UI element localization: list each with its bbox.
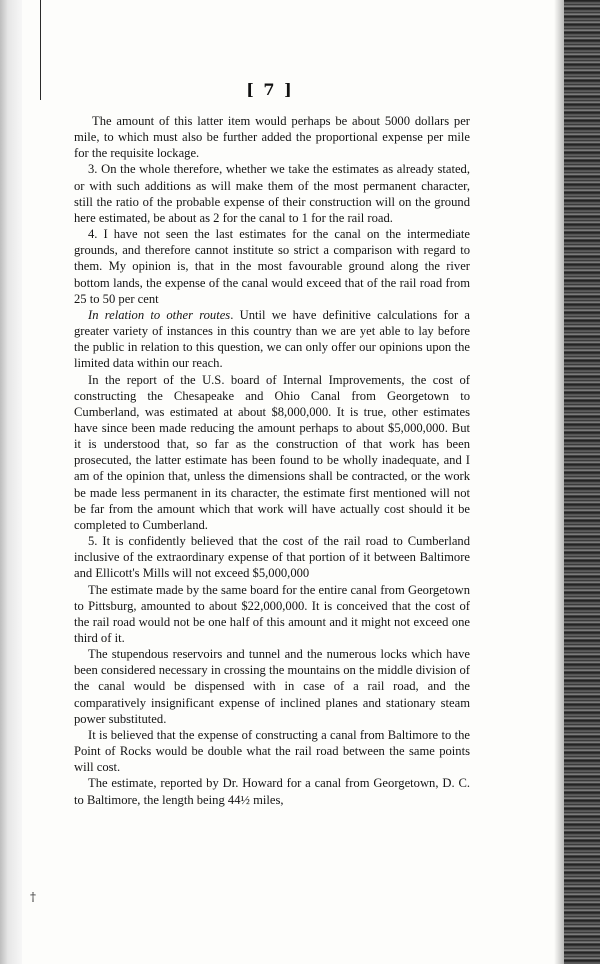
- body-text: [74, 113, 470, 808]
- page-number: [ 7 ]: [246, 80, 294, 99]
- paragraph-3-ratio: 3. On the whole therefore, whether we take the estimates as already stated, or with such additions as will make them of the most permanent character, still the ratio of the probable expense of their construction will on the ground here estimated, be about as 2 for the canal to 1 for the rail road.: [74, 162, 470, 225]
- paragraph-5-cumberland: 5. It is confidently believed that the cost of the rail road to Cumberland inclusive of the extraordinary expense of that portion of it between Baltimore and Ellicott's Mills will not exceed $5,000,000: [74, 534, 470, 581]
- paragraph-other-routes-text: Until we have definitive calculations for a greater variety of instances in this country than we are yet able to lay before the public in relation to this question, we can only offer our opinions upon the limited data within our reach.: [74, 307, 471, 371]
- binding-shadow: [554, 0, 564, 964]
- paragraph-point-of-rocks: It is believed that the expense of constructing a canal from Baltimore to the Point of Rocks would be double what the rail road between the same points will cost.: [74, 727, 470, 775]
- paragraph-other-routes: In relation to other routes. Until we have definitive calculations for a greater variety of instances in this country than we are yet able to lay before the public in relation to this question, we can only offer our opinions upon the limited data within our reach.: [74, 307, 471, 371]
- paragraph-pittsburg: The estimate made by the same board for the entire canal from Georgetown to Pittsburg, amounted to about $22,000,000. It is conceived that the cost of the rail road would not be one half of this amount and it might not exceed one third of it.: [74, 582, 470, 645]
- paragraph-4-intermediate: 4. I have not seen the last estimates for the canal on the intermediate grounds, and therefore cannot institute so strict a comparison with regard to them. My opinion is, that in the most favourable ground along the river bottom lands, the expense of the canal would exceed that of the rail road from 25 to 50 per cent: [74, 227, 470, 306]
- paragraph-board-report: In the report of the U.S. board of Internal Improvements, the cost of constructing the Chesapeake and Ohio Canal from Georgetown to Cumberland, was estimated at about $8,000,000. It is true, other estimates have since been made reducing the amount perhaps to about $5,000,000. But it is understood that, so far as the construction of that work has been prosecuted, the latter estimate has been found to be wholly inadequate, and I am of the opinion that, unless the dimensions shall be contracted, or the work be made less permanent in its character, the estimate first mentioned will not be far from the amount which that work will have actually cost should it be completed to Cumberland.: [74, 372, 470, 532]
- paragraph-reservoirs: The stupendous reservoirs and tunnel and the numerous locks which have been considered necessary in crossing the mountains on the middle division of the canal would be dispensed with in case of a rail road, and the comparatively insignificant expense of inclined planes and stationary steam power substituted.: [74, 647, 470, 726]
- left-page-edge: [0, 0, 22, 964]
- margin-mark: †: [30, 890, 36, 904]
- italic-heading: In relation to other routes: [88, 307, 231, 322]
- right-page-edge: [564, 0, 600, 964]
- paragraph-lockage: The amount of this latter item would perhaps be about 5000 dollars per mile, to which must also be further added the proportional expense per mile for the requisite lockage.: [74, 114, 470, 161]
- paragraph-howard-estimate: The estimate, reported by Dr. Howard for a canal from Georgetown, D. C. to Baltimore, the length being 44½ miles,: [74, 776, 470, 807]
